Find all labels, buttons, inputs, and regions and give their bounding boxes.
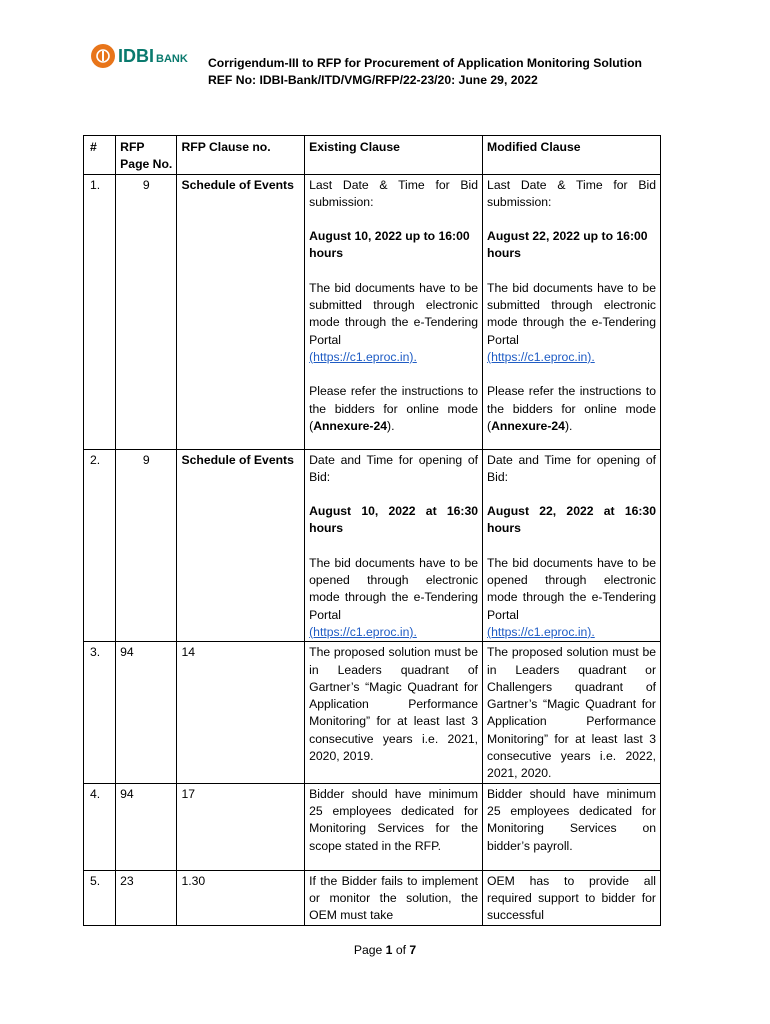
eproc-link[interactable]: (https://c1.eproc.in). (487, 349, 595, 364)
existing-text: Last Date & Time for Bid submission: (309, 177, 479, 209)
modified-date: August 22, 2022 up to 16:00 hours (487, 229, 648, 261)
of-label: of (395, 943, 407, 957)
row-page: 94 (116, 783, 177, 870)
row-clause: Schedule of Events (177, 449, 305, 642)
table-row (84, 642, 661, 783)
existing-text: Please refer the instructions to the bidders for online mode (Annexure-24). (309, 384, 479, 433)
idbi-logo-icon (91, 44, 115, 68)
page-number: 1 (385, 943, 393, 957)
corrigendum-table (83, 135, 661, 926)
modified-clause-cell (483, 449, 661, 642)
page-total: 7 (409, 943, 417, 957)
row-clause: 1.30 (177, 870, 305, 925)
table-row (84, 449, 661, 642)
table-row (84, 870, 661, 925)
existing-clause-cell: The proposed solution must be in Leaders quadrant of Gartner’s “Magic Quadrant for Application Performance Monitoring” for at least last 3 consecutive years i.e. 2021, 2020, 2019. (305, 642, 483, 783)
page-footer (0, 943, 770, 957)
existing-date: August 10, 2022 at 16:30 hours (309, 504, 479, 536)
idbi-bank-logo (91, 44, 188, 68)
row-page: 9 (116, 174, 177, 449)
table-header-row (84, 136, 661, 175)
document-title: Corrigendum-III to RFP for Procurement of Application Monitoring Solution (208, 56, 642, 70)
table-row (84, 174, 661, 449)
modified-text: The bid documents have to be opened through electronic mode through the e-Tendering Portal (487, 555, 656, 622)
modified-text: The bid documents have to be submitted through electronic mode through the e-Tendering Portal (487, 280, 656, 347)
modified-clause-cell: Bidder should have minimum 25 employees dedicated for Monitoring Services on bidder’s payroll. (483, 783, 661, 870)
page-label: Page (353, 943, 383, 957)
row-page: 23 (116, 870, 177, 925)
row-num: 4. (84, 783, 116, 870)
existing-date: August 10, 2022 up to 16:00 hours (309, 229, 470, 261)
modified-clause-cell: The proposed solution must be in Leaders quadrant or Challengers quadrant of Gartner’s “Magic Quadrant for Application Performance Monitoring” for at least last 3 consecutive years i.e. 2022, 2021, 2020. (483, 642, 661, 783)
existing-text: The bid documents have to be opened through electronic mode through the e-Tendering Portal (309, 555, 479, 622)
modified-clause-cell (483, 174, 661, 449)
modified-text: Last Date & Time for Bid submission: (487, 177, 656, 209)
existing-text: The bid documents have to be submitted through electronic mode through the e-Tendering Portal (309, 280, 479, 347)
existing-text: Date and Time for opening of Bid: (309, 452, 479, 484)
eproc-link[interactable]: (https://c1.eproc.in). (309, 349, 417, 364)
header-modified-clause: Modified Clause (483, 136, 661, 175)
row-num: 1. (84, 174, 116, 449)
existing-clause-cell (305, 174, 483, 449)
modified-text: Please refer the instructions to the bidders for online mode (Annexure-24). (487, 384, 656, 433)
existing-clause-cell: Bidder should have minimum 25 employees dedicated for Monitoring Services for the scope stated in the RFP. (305, 783, 483, 870)
row-num: 2. (84, 449, 116, 642)
existing-clause-cell (305, 449, 483, 642)
row-num: 3. (84, 642, 116, 783)
modified-date: August 22, 2022 at 16:30 hours (487, 504, 656, 536)
existing-clause-cell: If the Bidder fails to implement or monitor the solution, the OEM must take (305, 870, 483, 925)
modified-text: Date and Time for opening of Bid: (487, 452, 656, 484)
document-reference: REF No: IDBI-Bank/ITD/VMG/RFP/22-23/20: June 29, 2022 (208, 73, 538, 87)
header-num: # (84, 136, 116, 175)
eproc-link[interactable]: (https://c1.eproc.in). (309, 624, 417, 639)
table-row (84, 783, 661, 870)
row-clause: Schedule of Events (177, 174, 305, 449)
row-clause: 17 (177, 783, 305, 870)
header-rfp-clause: RFP Clause no. (177, 136, 305, 175)
row-clause: 14 (177, 642, 305, 783)
header-existing-clause: Existing Clause (305, 136, 483, 175)
row-num: 5. (84, 870, 116, 925)
eproc-link[interactable]: (https://c1.eproc.in). (487, 624, 595, 639)
logo-text: IDBI BANK (118, 45, 188, 66)
modified-clause-cell: OEM has to provide all required support to bidder for successful (483, 870, 661, 925)
row-page: 94 (116, 642, 177, 783)
row-page: 9 (116, 449, 177, 642)
header-rfp-page: RFP Page No. (116, 136, 177, 175)
